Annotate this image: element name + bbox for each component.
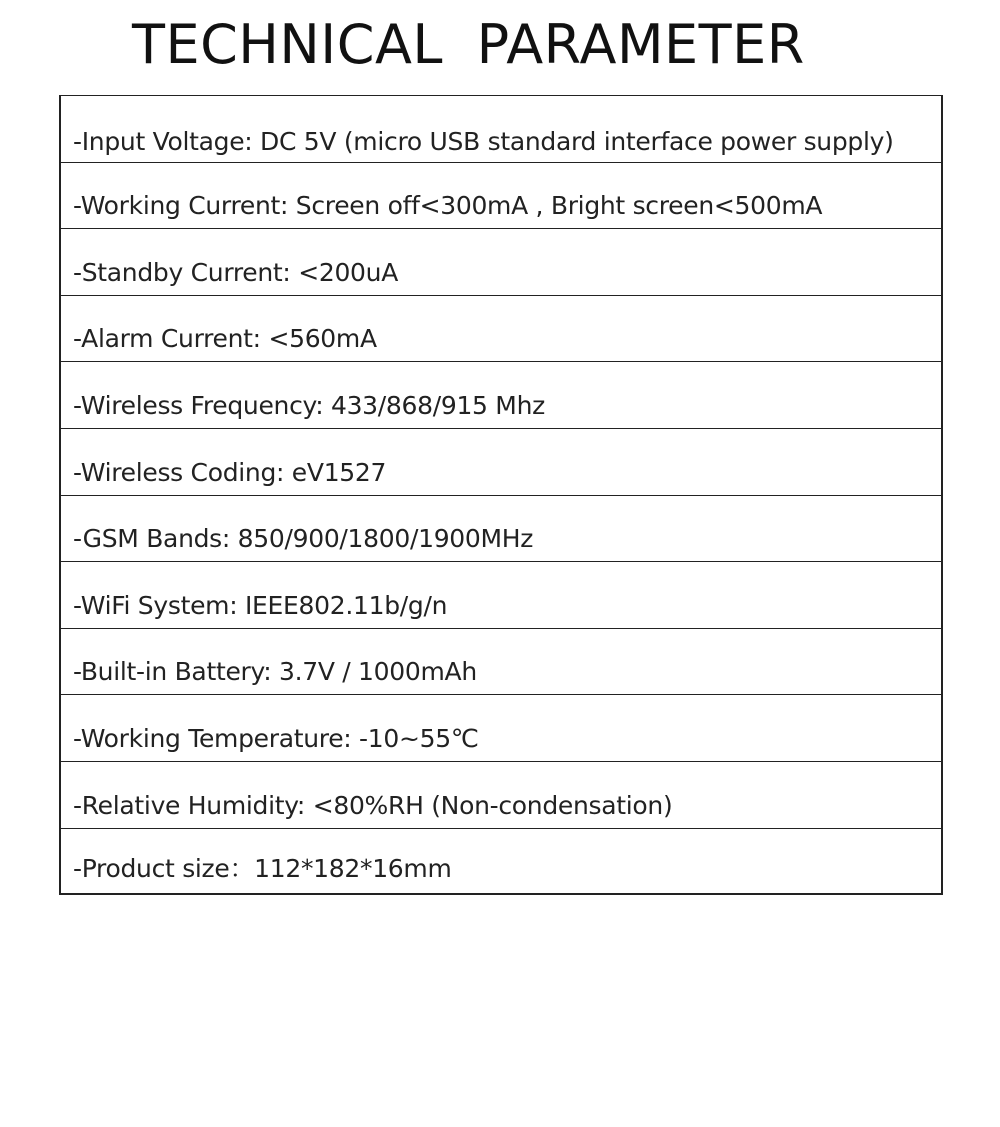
parameter-row-working-temperature: -Working Temperature: -10~55℃ xyxy=(61,695,941,762)
parameter-row-working-current: -Working Current: Screen off<300mA , Bright screen<500mA xyxy=(61,163,941,230)
parameter-row-built-in-battery: -Built-in Battery: 3.7V / 1000mAh xyxy=(61,629,941,696)
page-title: TECHNICAL PARAMETER xyxy=(132,13,805,76)
parameter-row-wifi-system: -WiFi System: IEEE802.11b/g/n xyxy=(61,562,941,629)
parameter-row-input-voltage: -Input Voltage: DC 5V (micro USB standard interface power supply) xyxy=(61,96,941,163)
parameter-row-product-size: -Product size：112*182*16mm xyxy=(61,829,941,896)
parameter-row-alarm-current: -Alarm Current: <560mA xyxy=(61,296,941,363)
parameter-row-gsm-bands: -GSM Bands: 850/900/1800/1900MHz xyxy=(61,496,941,563)
parameter-table xyxy=(59,95,943,895)
parameter-row-wireless-frequency: -Wireless Frequency: 433/868/915 Mhz xyxy=(61,362,941,429)
parameter-row-relative-humidity: -Relative Humidity: <80%RH (Non-condensation) xyxy=(61,762,941,829)
parameter-row-standby-current: -Standby Current: <200uA xyxy=(61,229,941,296)
parameter-row-wireless-coding: -Wireless Coding: eV1527 xyxy=(61,429,941,496)
